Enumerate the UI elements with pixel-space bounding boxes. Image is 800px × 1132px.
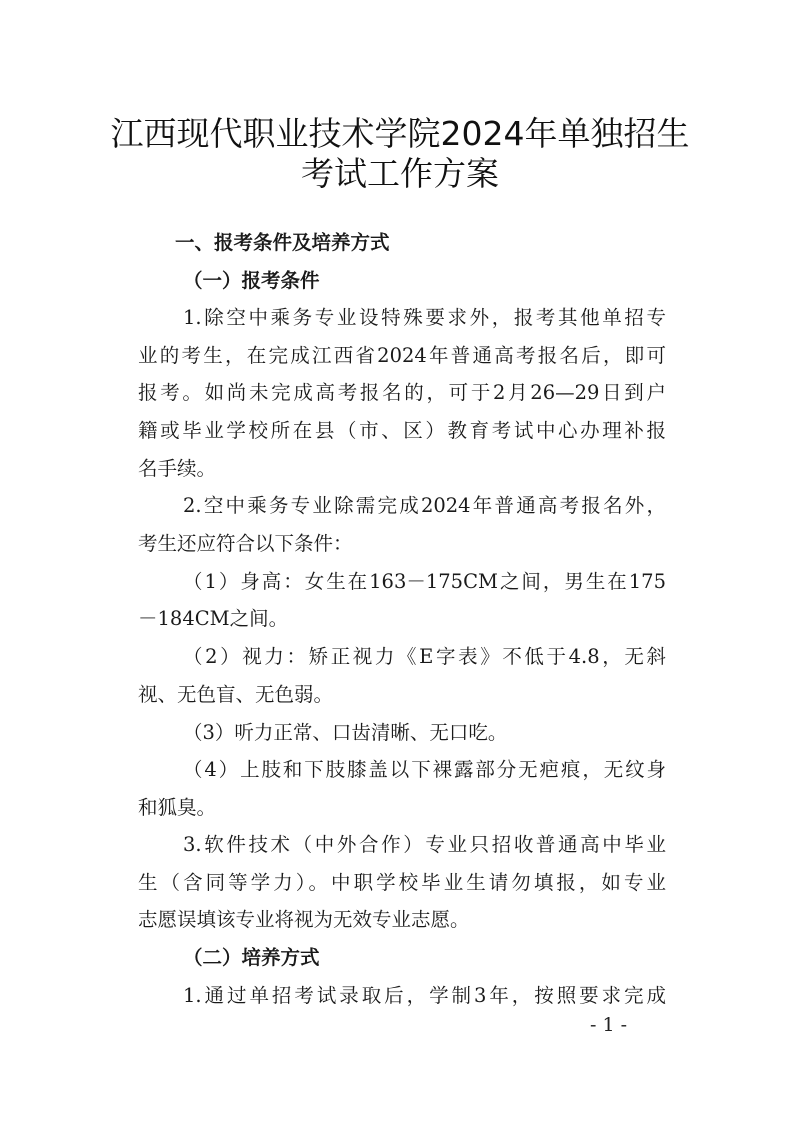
condition-line: （1）身高：女生在163－175CM之间，男生在175 xyxy=(183,570,666,593)
document-title-line-1: 江西现代职业技术学院2024年单独招生 xyxy=(110,114,690,153)
paragraph-line: 名手续。 xyxy=(138,457,217,480)
condition-line: （3）听力正常、口齿清晰、无口吃。 xyxy=(183,721,508,744)
page-number: - 1 - xyxy=(590,1014,628,1036)
condition-line: －184CM之间。 xyxy=(138,607,289,630)
paragraph-line: 1.通过单招考试录取后，学制3年，按照要求完成 xyxy=(183,984,666,1007)
condition-line: （4）上肢和下肢膝盖以下裸露部分无疤痕，无纹身 xyxy=(183,758,666,781)
condition-line: （2）视力：矫正视力《E字表》不低于4.8，无斜 xyxy=(183,645,666,668)
paragraph-line: 2.空中乘务专业除需完成2024年普通高考报名外， xyxy=(183,494,666,517)
paragraph-line: 报考。如尚未完成高考报名的，可于2月26—29日到户 xyxy=(138,381,666,404)
paragraph-line: 籍或毕业学校所在县（市、区）教育考试中心办理补报 xyxy=(138,419,666,442)
paragraph-line: 1.除空中乘务专业设特殊要求外，报考其他单招专 xyxy=(183,306,666,329)
subsection-heading: （一）报考条件 xyxy=(183,269,320,292)
paragraph-line: 3.软件技术（中外合作）专业只招收普通高中毕业 xyxy=(183,833,666,856)
document-title-line-2: 考试工作方案 xyxy=(301,154,499,193)
condition-line: 和狐臭。 xyxy=(138,796,217,819)
paragraph-line: 志愿误填该专业将视为无效专业志愿。 xyxy=(138,908,470,931)
paragraph-line: 业的考生，在完成江西省2024年普通高考报名后，即可 xyxy=(138,344,666,367)
section-heading: 一、报考条件及培养方式 xyxy=(175,231,390,254)
condition-line: 视、无色盲、无色弱。 xyxy=(138,683,334,706)
paragraph-line: 生（含同等学力）。中职学校毕业生请勿填报，如专业 xyxy=(138,871,666,894)
subsection-heading: （二）培养方式 xyxy=(183,946,320,969)
paragraph-line: 考生还应符合以下条件： xyxy=(138,532,353,555)
